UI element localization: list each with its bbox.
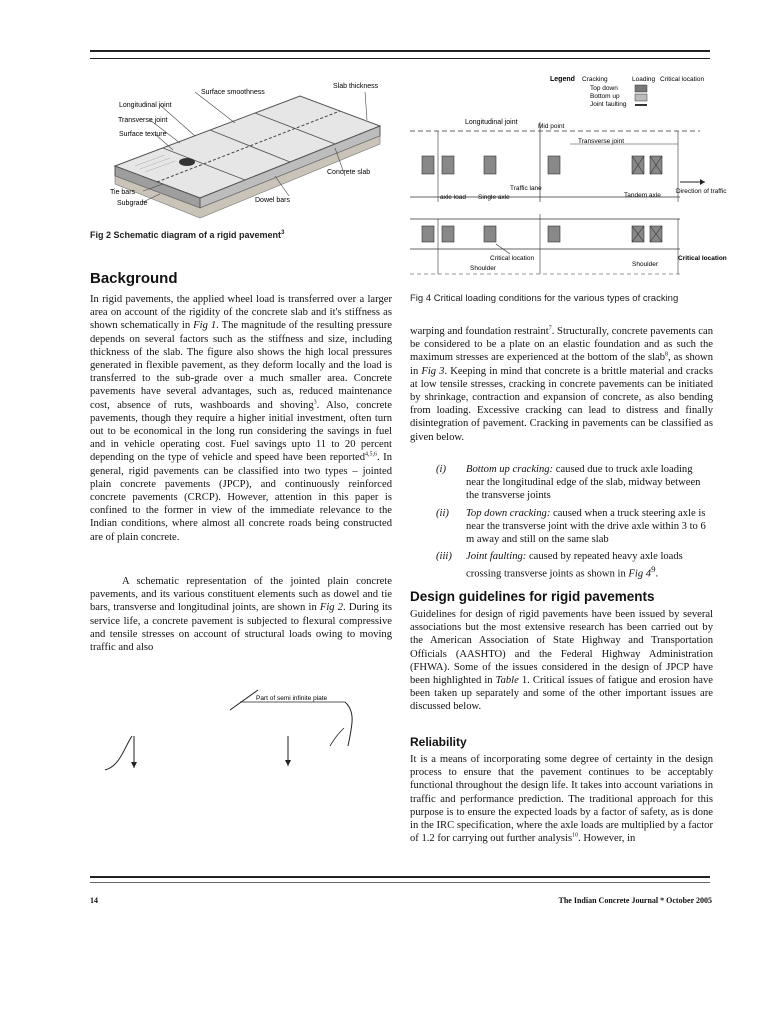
fig4-label-mid-point: Mid point xyxy=(538,123,565,130)
background-paragraph-1: In rigid pavements, the applied wheel load is transferred over a larger area on account of the rigidity of the concrete slab and it's stiffness as shown schematically in Fig 1. The magnitude of the resulting pressure depends on several factors such as the stiffness and size, including thickness of the slab. The figure also shows the high local pressures generated in flexible pavement, as they deform locally and the load is transferred to the sub-grade over a much smaller area. Concrete pavements have several advantages, such as, reduced maintenance cost, absence of ruts, washboards and shoving$^3$. Also, concrete pavements, though they require a higher initial investment, often turn out to be economical in the long run considering the savings in fuel and in vehicle operating cost. Fuel savings upto 11 to 20 percent depending on the type of vehicle and speed have been reported$^{4,5,6}$. In general, rigid pavements can be classified into two types – jointed plain concrete pavements (JPCP), and continuously reinforced concrete pavements (CRCP). However, attention in this paper is confined to the former in view of the immediate relevance to the Indian conditions, where almost all concrete roads being constructed are of plain concrete. xyxy=(90,294,392,543)
footer-rule xyxy=(90,876,710,878)
figure-2-caption: Fig 2 Schematic diagram of a rigid pavement$^3$ xyxy=(90,230,285,240)
reliability-paragraph: It is a means of incorporating some degree of certainty in the design process to ensure that the pavement continues to be acceptably functional throughout the design life. It takes into account variations in traffic and performance prediction. The traditional approach for this purpose is to ensure the expected loads by a factor of safety, as is done in the IRC specification, where the axle loads are multiplied by a factor of 1.2 for carrying out further analysis$^{10}$. However, in xyxy=(410,754,713,845)
legend-joint-faulting: Joint faulting xyxy=(590,101,627,108)
page-number: 14 xyxy=(90,896,98,905)
label-tie-bars: Tie bars xyxy=(110,189,136,196)
fig4-label-longitudinal-joint: Longitudinal joint xyxy=(465,119,518,126)
fig4-label-tandem-axle: Tandem axle xyxy=(624,192,661,199)
fig4-label-traffic-lane: Traffic lane xyxy=(510,185,542,192)
journal-footer: The Indian Concrete Journal * October 2005 xyxy=(558,896,712,905)
legend xyxy=(550,76,704,108)
fig4-label-axle-load: axle load xyxy=(440,194,467,201)
label-transverse-joint: Transverse joint xyxy=(118,117,168,124)
list-item-bottom-up: (i) Bottom up cracking: caused due to truck axle loading near the longitudinal edge of the slab, midway between the transverse joints xyxy=(436,464,701,502)
label-longitudinal-joint: Longitudinal joint xyxy=(119,102,172,109)
figure-2-rigid-pavement-diagram xyxy=(105,78,395,228)
figure-4-caption: Fig 4 Critical loading conditions for the various types of cracking xyxy=(410,293,679,304)
legend-bottom-up: Bottom up xyxy=(590,93,620,100)
footer-rule-thin xyxy=(90,882,710,883)
figure-1-partial-load-diagram xyxy=(100,688,360,778)
fig4-label-critical-location-right: Critical location xyxy=(678,255,727,262)
section-heading-reliability: Reliability xyxy=(410,735,467,749)
label-dowel-bars: Dowel bars xyxy=(255,197,291,204)
legend-top-down: Top down xyxy=(590,85,618,92)
label-surface-smoothness: Surface smoothness xyxy=(201,89,265,96)
background-paragraph-2: A schematic representation of the jointed plain concrete pavements, and its various constituent elements such as dowel and tie bars, transverse and longitudinal joints, are shown in Fig 2. During its service life, a concrete pavement is subjected to flexural compressive and tensile stresses on account of structural loads owing to moving traffic and also xyxy=(90,576,392,654)
legend-loading: Loading xyxy=(632,76,656,83)
label-surface-texture: Surface texture xyxy=(119,131,167,138)
fig4-label-direction-of-traffic: Direction of traffic xyxy=(676,188,727,195)
label-concrete-slab: Concrete slab xyxy=(327,169,371,176)
figure-4-critical-loading-diagram xyxy=(410,74,727,284)
legend-critical-location: Critical location xyxy=(660,76,705,83)
list-item-top-down: (ii) Top down cracking: caused when a truck steering axle is near the transverse joint with the drive axle within 3 to 6 m away and still on the same slab xyxy=(436,507,706,546)
legend-cracking: Cracking xyxy=(582,76,608,83)
label-subgrade: Subgrade xyxy=(117,200,148,207)
fig4-label-transverse-joint: Transverse joint xyxy=(578,138,624,145)
cracking-types-list xyxy=(436,463,713,585)
fig4-label-shoulder-right: Shoulder xyxy=(632,261,659,268)
right-column-paragraph-1: warping and foundation restraint$^7$. Structurally, concrete pavements can be considered to be a plate on an elastic foundation and as such the maximum stresses are experienced at the bottom of the slab$^8$, as shown in Fig 3. Keeping in mind that concrete is a brittle material and cracks at low tensile stresses, cracking in concrete pavements can be initiated by shrinkage, contraction and expansion of concrete, as also bending from loading. Excessive cracking can lead to distress and finally disintegration of pavement. Cracking in pavements can be classified as given below. xyxy=(410,325,714,443)
section-heading-background: Background xyxy=(90,270,178,287)
legend-title: Legend xyxy=(550,76,575,83)
design-guidelines-paragraph: Guidelines for design of rigid pavements have been issued by several associations but the most extensive research has been carried out by the American Association of State Highway and Transportation Officials (AASHTO) and the Federal Highway Administration (FHWA). Some of the issues considered in the design of JPCP have been highlighted in Table 1. Critical issues of fatigue and erosion have been taken up separately and some of the other important issues are discussed below. xyxy=(410,609,713,713)
list-item-joint-faulting: (iii) Joint faulting: caused by repeated heavy axle loads crossing transverse joints as shown in Fig $4^9$. xyxy=(436,551,683,580)
fig4-label-critical-location: Critical location xyxy=(490,255,535,262)
fig1-label-semi-infinite-plate: Part of semi infinite plate xyxy=(256,695,328,702)
header-rule xyxy=(90,50,710,52)
label-slab-thickness: Slab thickness xyxy=(333,83,379,90)
header-rule-thin xyxy=(90,58,710,59)
fig4-label-shoulder-left: Shoulder xyxy=(470,265,497,272)
section-heading-design-guidelines: Design guidelines for rigid pavements xyxy=(410,589,655,604)
fig4-label-single-axle: Single axle xyxy=(478,194,510,201)
